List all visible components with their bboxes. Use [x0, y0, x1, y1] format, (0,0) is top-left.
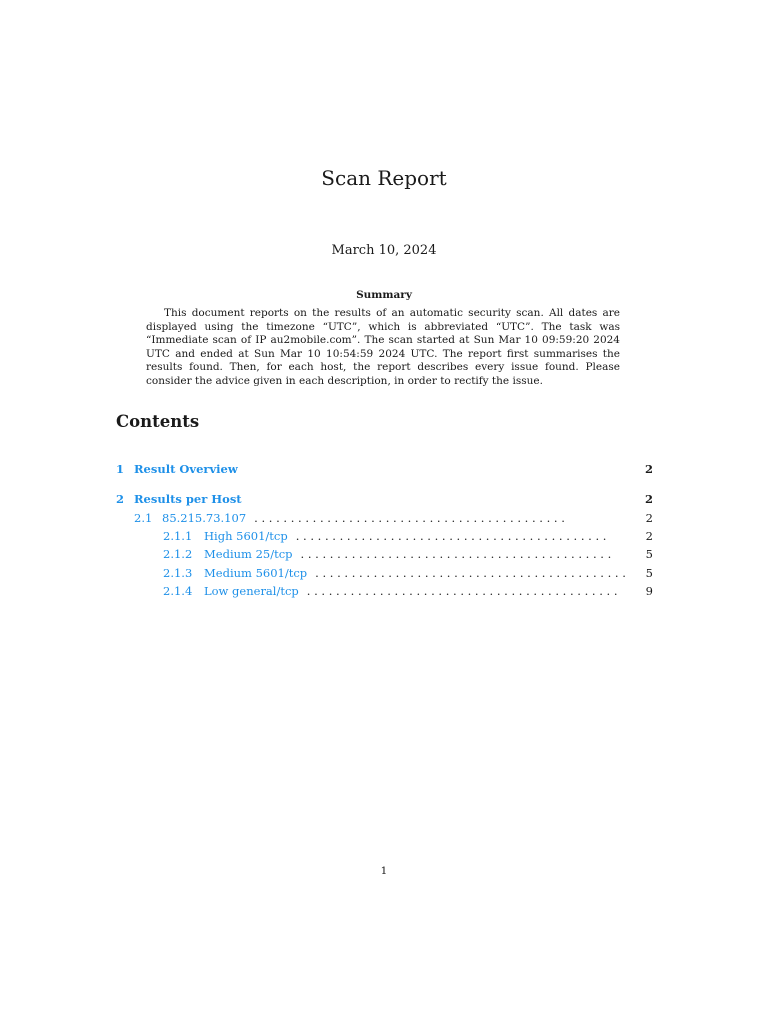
toc-page-number: 5 — [645, 547, 653, 561]
toc-number: 2.1.1 — [163, 529, 193, 543]
toc-entry-high-5601[interactable] — [163, 528, 653, 544]
toc-entry-results-per-host[interactable] — [116, 491, 653, 507]
toc-leader-dots: . . . . . . . . . . . . . . . . . . . . . . . . . . . . . . . . . . . . . . . . . . . — [295, 529, 607, 543]
toc-entry-host[interactable] — [134, 510, 653, 526]
page-number: 1 — [380, 865, 388, 877]
contents-heading: Contents — [116, 412, 200, 431]
toc-page-number: 2 — [645, 529, 653, 543]
toc-number: 2 — [116, 492, 125, 506]
toc-label[interactable]: Result Overview — [134, 462, 238, 476]
toc-number: 1 — [116, 462, 125, 476]
toc-leader-dots: . . . . . . . . . . . . . . . . . . . . . . . . . . . . . . . . . . . . . . . . . . . — [306, 584, 618, 598]
toc-entry-medium-25[interactable] — [163, 546, 653, 562]
toc-number: 2.1.2 — [163, 547, 193, 561]
toc-leader-dots: . . . . . . . . . . . . . . . . . . . . . . . . . . . . . . . . . . . . . . . . . . . — [254, 511, 565, 525]
toc-label[interactable]: Results per Host — [134, 492, 242, 506]
toc-label[interactable]: Medium 5601/tcp — [204, 566, 308, 580]
report-title: Scan Report — [321, 166, 447, 190]
toc-page-number: 9 — [645, 584, 653, 598]
toc-leader-dots: . . . . . . . . . . . . . . . . . . . . . . . . . . . . . . . . . . . . . . . . . . . — [300, 547, 612, 561]
toc-leader-dots: . . . . . . . . . . . . . . . . . . . . . . . . . . . . . . . . . . . . . . . . . . . — [315, 566, 626, 580]
toc-entry-result-overview[interactable] — [116, 461, 653, 477]
toc-entry-low-general[interactable] — [163, 583, 653, 599]
toc-label[interactable]: Low general/tcp — [204, 584, 299, 598]
toc-page-number: 2 — [644, 492, 653, 506]
toc-page-number: 2 — [644, 462, 653, 476]
summary-text: This document reports on the results of an automatic security scan. All dates are displayed using the timezone “UTC”, which is abbreviated “UTC”. The task was “Immediate scan of IP au2mobile.com”. The scan started at Sun Mar 10 09:59:20 2024 UTC and ended at Sun Mar 10 10:54:59 2024 UTC. The report first summarises the results found. Then, for each host, the report describes every issue found. Please consider the advice given in each description, in order to rectify the issue. — [146, 307, 620, 387]
toc-number: 2.1 — [134, 511, 153, 525]
report-date: March 10, 2024 — [331, 243, 437, 258]
toc-label[interactable]: Medium 25/tcp — [204, 547, 293, 561]
toc-number: 2.1.4 — [163, 584, 193, 598]
toc-label[interactable]: 85.215.73.107 — [162, 511, 247, 525]
toc-page-number: 5 — [645, 566, 653, 580]
toc-entry-medium-5601[interactable] — [163, 565, 653, 581]
toc-label[interactable]: High 5601/tcp — [204, 529, 288, 543]
toc-number: 2.1.3 — [163, 566, 193, 580]
toc-page-number: 2 — [645, 511, 653, 525]
summary-heading: Summary — [356, 289, 412, 301]
